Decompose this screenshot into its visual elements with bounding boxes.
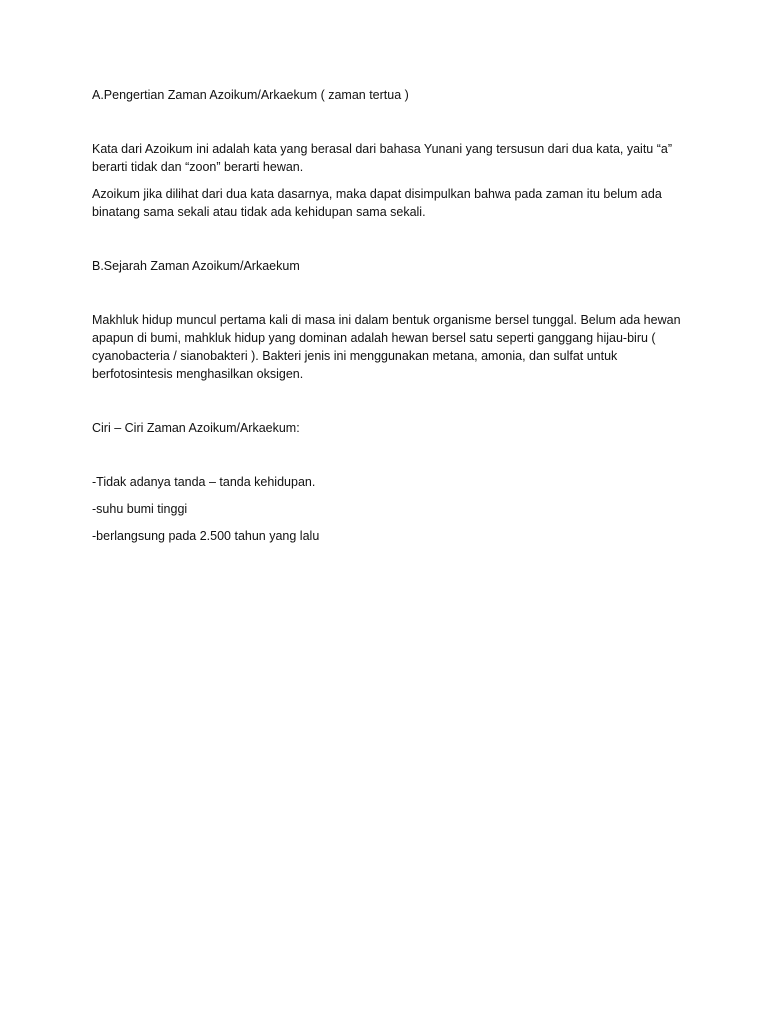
- section-a-heading: A.Pengertian Zaman Azoikum/Arkaekum ( zaman tertua ): [92, 88, 409, 102]
- section-b-paragraph-1: Makhluk hidup muncul pertama kali di masa ini dalam bentuk organisme bersel tunggal. Belum ada hewan apapun di bumi, mahkluk hidup yang dominan adalah hewan bersel satu seperti ganggang hijau-biru ( cyanobacteria / sianobakteri ). Bakteri jenis ini menggunakan metana, amonia, dan sulfat untuk berfotosintesis menghasilkan oksigen.: [92, 313, 681, 381]
- section-a-paragraph-2: Azoikum jika dilihat dari dua kata dasarnya, maka dapat disimpulkan bahwa pada zaman itu belum ada binatang sama sekali atau tidak ada kehidupan sama sekali.: [92, 187, 662, 219]
- section-a-paragraph-1: Kata dari Azoikum ini adalah kata yang berasal dari bahasa Yunani yang tersusun dari dua kata, yaitu “a” berarti tidak dan “zoon” berarti hewan.: [92, 142, 672, 174]
- list-item: -berlangsung pada 2.500 tahun yang lalu: [92, 529, 320, 543]
- list-item: -suhu bumi tinggi: [92, 502, 188, 516]
- section-c-heading: Ciri – Ciri Zaman Azoikum/Arkaekum:: [92, 421, 300, 435]
- characteristics-list: [92, 473, 692, 545]
- section-b-heading: B.Sejarah Zaman Azoikum/Arkaekum: [92, 259, 300, 273]
- list-item: -Tidak adanya tanda – tanda kehidupan.: [92, 475, 316, 489]
- document-body: [92, 86, 692, 554]
